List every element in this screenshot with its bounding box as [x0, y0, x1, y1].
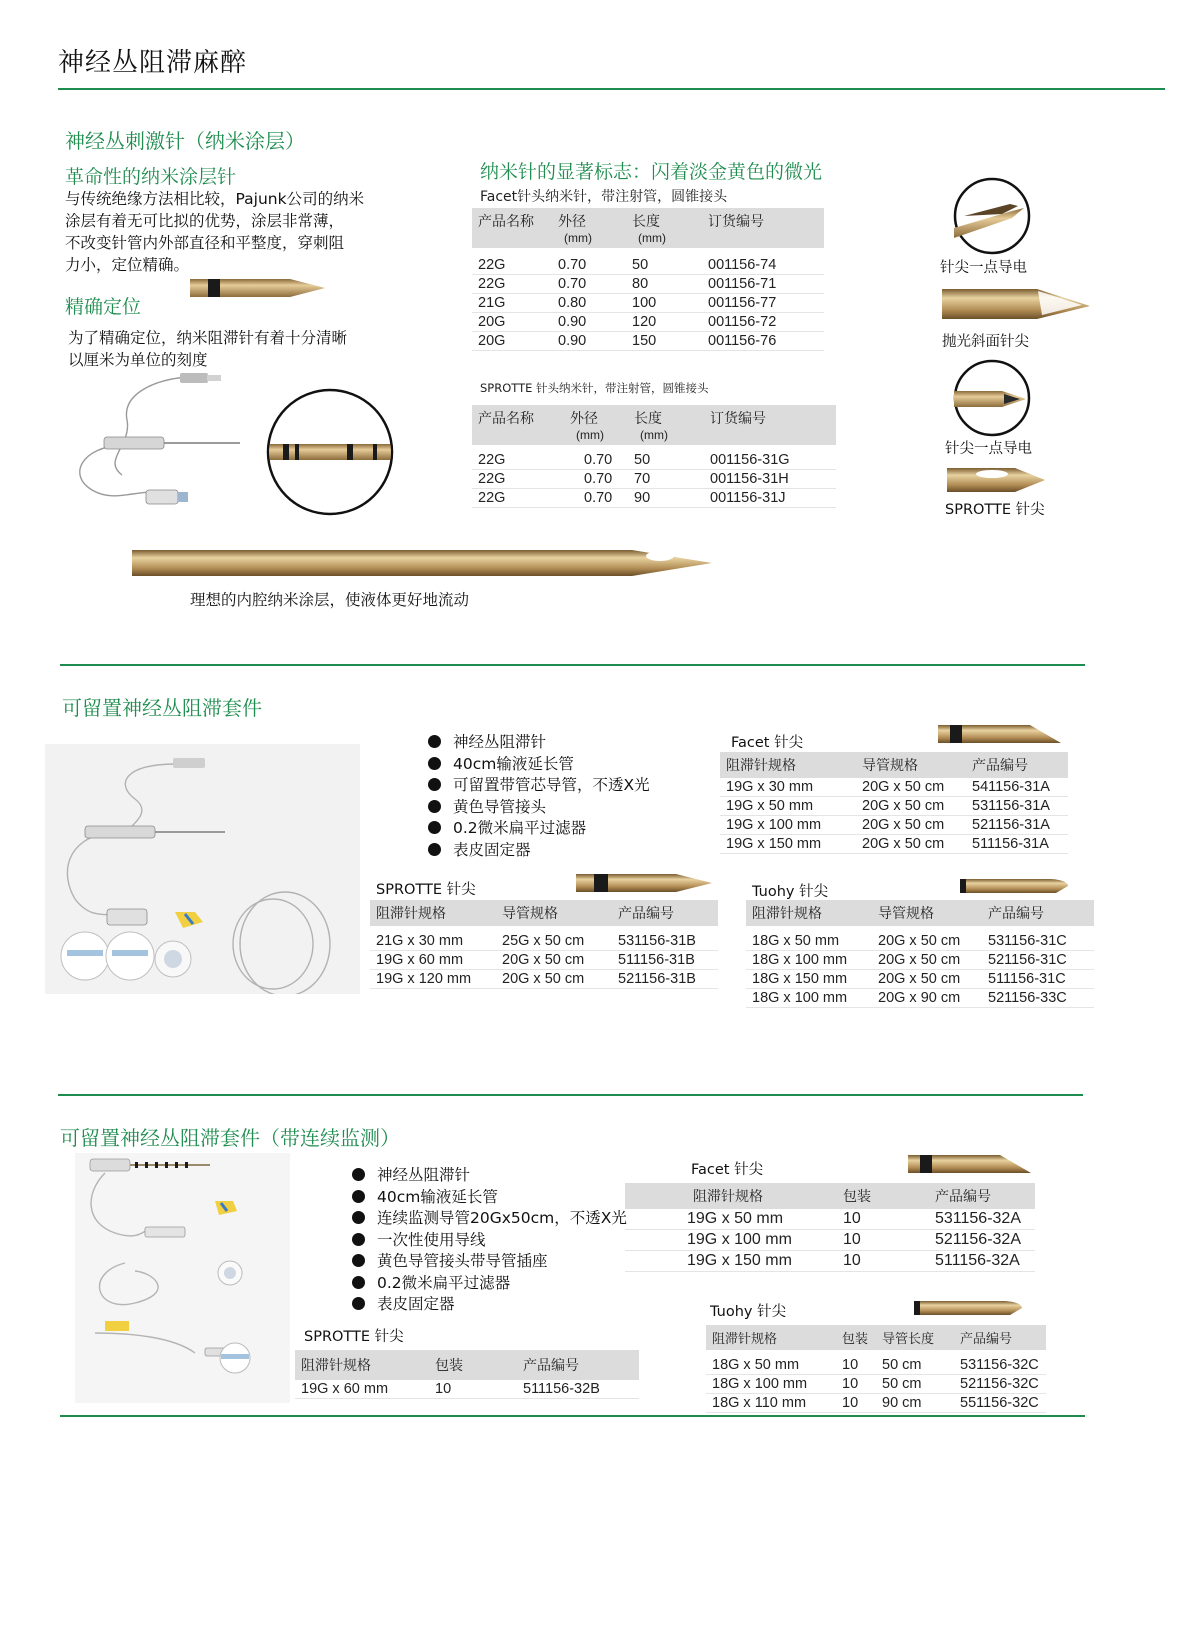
facet-needle-image	[938, 723, 1063, 745]
s3-tuohy-label: Tuohy 针尖	[710, 1304, 787, 1320]
col-needle-spec: 阻滞针规格	[370, 900, 496, 926]
bullet-icon	[428, 778, 441, 791]
sprotte-tip-image	[947, 465, 1047, 495]
bullet-icon	[352, 1254, 365, 1267]
col-package: 包装	[429, 1350, 517, 1380]
section1-subheading-1: 革命性的纳米涂层针	[65, 166, 237, 188]
section2-divider	[58, 1094, 1083, 1096]
list-item: 表皮固定器	[352, 1294, 627, 1316]
lumen-caption: 理想的内腔纳米涂层，使液体更好地流动	[190, 591, 470, 609]
list-item: 神经丛阻滞针	[352, 1165, 627, 1187]
s3-facet-label: Facet 针尖	[691, 1162, 764, 1178]
col-od: 外径 (mm)	[564, 405, 628, 445]
sprotte-tip-zoom-image	[952, 358, 1032, 438]
col-needle-spec: 阻滞针规格	[625, 1183, 837, 1209]
highlight-title: 纳米针的显著标志：闪着淡金黄色的微光	[480, 161, 823, 183]
bullet-icon	[352, 1190, 365, 1203]
stimulation-needle-set-image	[62, 365, 252, 530]
s3-sprotte-label: SPROTTE 针尖	[304, 1329, 404, 1345]
col-needle-spec: 阻滞针规格	[295, 1350, 429, 1380]
tip-label-4: SPROTTE 针尖	[945, 502, 1045, 518]
kit-contents-list	[428, 732, 650, 861]
tuohy-needle-image	[960, 876, 1070, 896]
section1-paragraph-2: 为了精确定位，纳米阻滞针有着十分清晰 以厘米为单位的刻度	[68, 329, 348, 369]
table-row: 20G 0.90 120 001156-72	[472, 313, 824, 332]
table-row: 18G x 110 mm 10 90 cm 551156-32C	[706, 1394, 1046, 1413]
tip-label-3: 针尖一点导电	[945, 441, 1032, 457]
facet-tip-zoom-image	[952, 176, 1032, 256]
table-row: 19G x 150 mm 10 511156-32A	[625, 1251, 1035, 1272]
s2-tuohy-label: Tuohy 针尖	[752, 884, 829, 900]
facet-needle-image	[908, 1153, 1033, 1175]
bullet-icon	[428, 800, 441, 813]
table-row: 18G x 100 mm 20G x 50 cm 521156-31C	[746, 951, 1094, 970]
section2-heading: 可留置神经丛阻滞套件	[62, 696, 262, 720]
bullet-icon	[352, 1297, 365, 1310]
col-catheter-length: 导管长度	[876, 1325, 954, 1350]
s3-facet-table	[625, 1183, 1035, 1272]
list-item: 黄色导管接头	[428, 797, 650, 819]
table-row: 18G x 150 mm 20G x 50 cm 511156-31C	[746, 970, 1094, 989]
col-length: 长度 (mm)	[626, 208, 702, 248]
list-item: 40cm输液延长管	[428, 754, 650, 776]
col-product-no: 产品编号	[929, 1183, 1035, 1209]
col-product-no: 产品编号	[982, 900, 1094, 926]
col-catheter-spec: 导管规格	[856, 752, 966, 778]
col-product-no: 产品编号	[954, 1325, 1046, 1350]
list-item: 0.2微米扁平过滤器	[352, 1273, 627, 1295]
col-od: 外径 (mm)	[552, 208, 626, 248]
s3-tuohy-table	[706, 1325, 1046, 1413]
needle-marking-zoom-image	[265, 387, 395, 517]
list-item: 一次性使用导线	[352, 1230, 627, 1252]
tip-label-2: 抛光斜面针尖	[942, 334, 1029, 350]
table-row: 22G 0.70 80 001156-71	[472, 275, 824, 294]
bullet-icon	[352, 1168, 365, 1181]
table-row: 22G 0.70 50 001156-74	[472, 256, 824, 275]
page-title: 神经丛阻滞麻醉	[58, 48, 248, 78]
bullet-icon	[352, 1233, 365, 1246]
col-order: 订货编号	[702, 208, 824, 248]
polished-bevel-tip-image	[942, 286, 1092, 322]
section1-subheading-2: 精确定位	[65, 296, 142, 318]
col-catheter-spec: 导管规格	[496, 900, 612, 926]
sprotte-nano-table	[472, 405, 836, 508]
table-row: 22G 0.70 50 001156-31G	[472, 451, 836, 470]
s2-tuohy-table	[746, 900, 1094, 1008]
bullet-icon	[428, 735, 441, 748]
col-order: 订货编号	[704, 405, 836, 445]
s3-sprotte-table	[295, 1350, 639, 1399]
col-package: 包装	[837, 1183, 929, 1209]
col-length: 长度 (mm)	[628, 405, 704, 445]
list-item: 黄色导管接头带导管插座	[352, 1251, 627, 1273]
table-row: 18G x 50 mm 20G x 50 cm 531156-31C	[746, 932, 1094, 951]
col-product-no: 产品编号	[612, 900, 718, 926]
table-row: 21G 0.80 100 001156-77	[472, 294, 824, 313]
title-divider	[58, 88, 1165, 90]
bullet-icon	[428, 757, 441, 770]
col-needle-spec: 阻滞针规格	[720, 752, 856, 778]
table-row: 19G x 30 mm 20G x 50 cm 541156-31A	[720, 778, 1068, 797]
table-row: 19G x 150 mm 20G x 50 cm 511156-31A	[720, 835, 1068, 854]
tuohy-needle-image	[914, 1298, 1024, 1318]
col-catheter-spec: 导管规格	[872, 900, 982, 926]
table-row: 19G x 120 mm 20G x 50 cm 521156-31B	[370, 970, 718, 989]
lumen-needle-image	[132, 545, 717, 581]
table-row: 22G 0.70 90 001156-31J	[472, 489, 836, 508]
table-row: 19G x 60 mm 20G x 50 cm 511156-31B	[370, 951, 718, 970]
s2-sprotte-table	[370, 900, 718, 989]
bullet-icon	[352, 1211, 365, 1224]
bullet-icon	[428, 821, 441, 834]
monitoring-kit-contents-list	[352, 1165, 627, 1316]
col-product-no: 产品编号	[517, 1350, 639, 1380]
table-row: 20G 0.90 150 001156-76	[472, 332, 824, 351]
sprotte-table-caption: SPROTTE 针头纳米针，带注射管，圆锥接头	[480, 381, 709, 395]
s2-facet-table	[720, 752, 1068, 854]
table-row: 19G x 100 mm 20G x 50 cm 521156-31A	[720, 816, 1068, 835]
bullet-icon	[428, 843, 441, 856]
list-item: 40cm输液延长管	[352, 1187, 627, 1209]
section1-paragraph-1: 与传统绝缘方法相比较，Pajunk公司的纳米 涂层有着无可比拟的优势，涂层非常薄， 不改变针管内外部直径和平整度，穿刺阻 力小，定位精确。	[65, 190, 365, 274]
list-item: 神经丛阻滞针	[428, 732, 650, 754]
table-row: 19G x 60 mm 10 511156-32B	[295, 1380, 639, 1399]
monitoring-kit-image	[75, 1153, 290, 1403]
section1-divider	[60, 664, 1085, 666]
col-product: 产品名称	[472, 405, 564, 445]
section1-heading: 神经丛刺激针（纳米涂层）	[65, 129, 305, 153]
continuous-kit-image	[45, 744, 360, 994]
table-row: 19G x 100 mm 10 521156-32A	[625, 1230, 1035, 1251]
marked-needle-image	[190, 275, 330, 301]
table-row: 19G x 50 mm 10 531156-32A	[625, 1209, 1035, 1230]
table-row: 21G x 30 mm 25G x 50 cm 531156-31B	[370, 932, 718, 951]
col-needle-spec: 阻滞针规格	[746, 900, 872, 926]
table-row: 22G 0.70 70 001156-31H	[472, 470, 836, 489]
table-row: 18G x 50 mm 10 50 cm 531156-32C	[706, 1356, 1046, 1375]
col-product-no: 产品编号	[966, 752, 1068, 778]
list-item: 可留置带管芯导管，不透X光	[428, 775, 650, 797]
list-item: 表皮固定器	[428, 840, 650, 862]
s2-sprotte-label: SPROTTE 针尖	[376, 882, 476, 898]
col-product: 产品名称	[472, 208, 552, 248]
facet-table-caption: Facet针头纳米针，带注射管，圆锥接头	[480, 189, 728, 205]
list-item: 连续监测导管20Gx50cm，不透X光	[352, 1208, 627, 1230]
col-package: 包装	[836, 1325, 876, 1350]
section3-divider	[60, 1415, 1085, 1417]
table-row: 18G x 100 mm 20G x 90 cm 521156-33C	[746, 989, 1094, 1008]
col-needle-spec: 阻滞针规格	[706, 1325, 836, 1350]
s2-facet-label: Facet 针尖	[731, 735, 804, 751]
section3-heading: 可留置神经丛阻滞套件（带连续监测）	[60, 1126, 400, 1150]
list-item: 0.2微米扁平过滤器	[428, 818, 650, 840]
sprotte-needle-image	[576, 872, 714, 894]
table-row: 19G x 50 mm 20G x 50 cm 531156-31A	[720, 797, 1068, 816]
table-row: 18G x 100 mm 10 50 cm 521156-32C	[706, 1375, 1046, 1394]
facet-nano-table	[472, 208, 824, 351]
tip-label-1: 针尖一点导电	[940, 260, 1027, 276]
bullet-icon	[352, 1276, 365, 1289]
